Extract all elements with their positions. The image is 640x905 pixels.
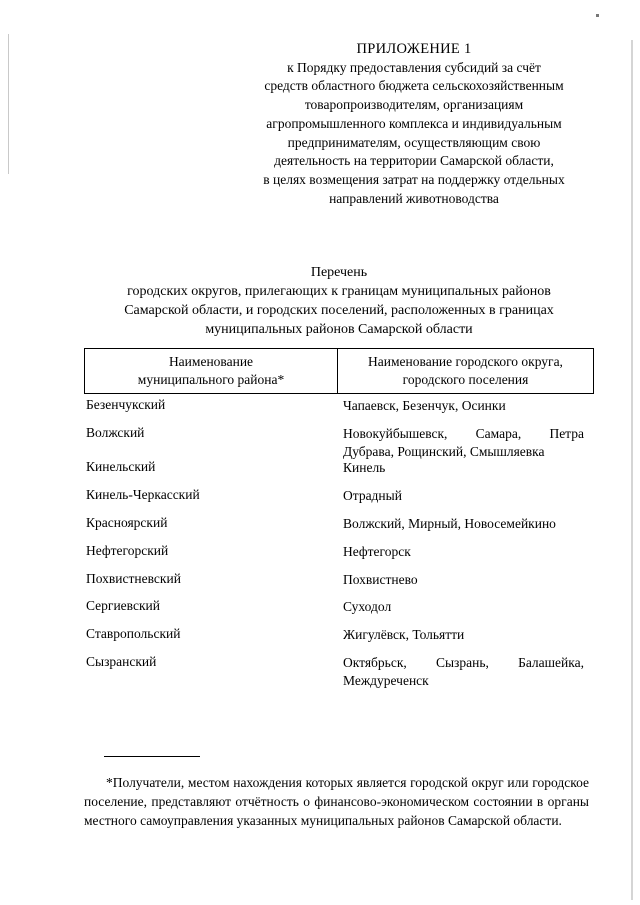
settlement-names: Нефтегорск (343, 544, 411, 559)
header-district-line: муниципального района* (137, 372, 285, 387)
district-name: Сызранский (86, 654, 157, 669)
scan-mark (596, 14, 599, 17)
appendix-line: в целях возмещения затрат на поддержку отдельных (263, 171, 565, 187)
table-header (84, 348, 594, 394)
scan-edge-right (631, 40, 633, 900)
appendix-line: товаропроизводителям, организациям (304, 97, 524, 113)
appendix-line: предпринимателям, осуществляющим свою (287, 134, 541, 150)
list-subtitle-line: городских округов, прилегающих к границам муниципальных районов (127, 284, 551, 299)
district-name: Ставропольский (86, 626, 181, 641)
district-name: Похвистневский (86, 571, 181, 586)
appendix-line: агропромышленного комплекса и индивидуальным (266, 115, 562, 131)
header-settlement (338, 349, 593, 393)
settlement-names: Суходол (343, 599, 392, 614)
header-district (85, 349, 338, 393)
settlement-names: Жигулёвск, Тольятти (343, 627, 465, 642)
settlement-names: Дубрава, Рощинский, Смышляевка (343, 444, 545, 459)
district-name: Волжский (86, 425, 145, 440)
appendix-line: деятельность на территории Самарской области, (274, 153, 554, 169)
list-heading (84, 263, 594, 339)
settlement-names: Похвистнево (343, 572, 418, 587)
settlement-names: Октябрьск, Сызрань, Балашейка, (343, 655, 584, 670)
header-district-line: Наименование (168, 354, 254, 369)
settlement-names: Кинель (343, 460, 386, 475)
appendix-line: направлений животноводства (329, 190, 499, 206)
footnote-separator (104, 756, 200, 757)
settlement-names: Междуреченск (343, 673, 429, 688)
header-settlement-line: городского поселения (402, 372, 529, 387)
district-name: Безенчукский (86, 397, 166, 412)
settlement-names: Отрадный (343, 488, 402, 503)
appendix-line: к Порядку предоставления субсидий за счёт (287, 59, 541, 75)
district-name: Кинельский (86, 459, 156, 474)
footnote: *Получатели, местом нахождения которых является городской округ или городское поселение, представляют отчётность о финансово-экономическом состоянии в органы местного самоуправления указанных муниципальных районов Самарской области. (84, 775, 589, 828)
appendix-line: средств областного бюджета сельскохозяйственным (264, 78, 564, 94)
list-subtitle-line: муниципальных районов Самарской области (205, 322, 473, 337)
settlement-names: Чапаевск, Безенчук, Осинки (343, 398, 506, 413)
header-settlement-line: Наименование городского округа, (368, 354, 563, 369)
appendix-block (238, 40, 590, 208)
district-name: Красноярский (86, 515, 168, 530)
settlement-names: Волжский, Мирный, Новосемейкино (343, 516, 556, 531)
district-name: Кинель-Черкасский (86, 487, 200, 502)
district-name: Сергиевский (86, 598, 160, 613)
list-title: Перечень (310, 265, 368, 280)
district-name: Нефтегорский (86, 543, 169, 558)
scan-edge-left (8, 34, 9, 174)
appendix-title: ПРИЛОЖЕНИЕ 1 (356, 41, 472, 57)
list-subtitle-line: Самарской области, и городских поселений, расположенных в границах (124, 303, 554, 318)
settlement-names: Новокуйбышевск, Самара, Петра (343, 426, 584, 441)
